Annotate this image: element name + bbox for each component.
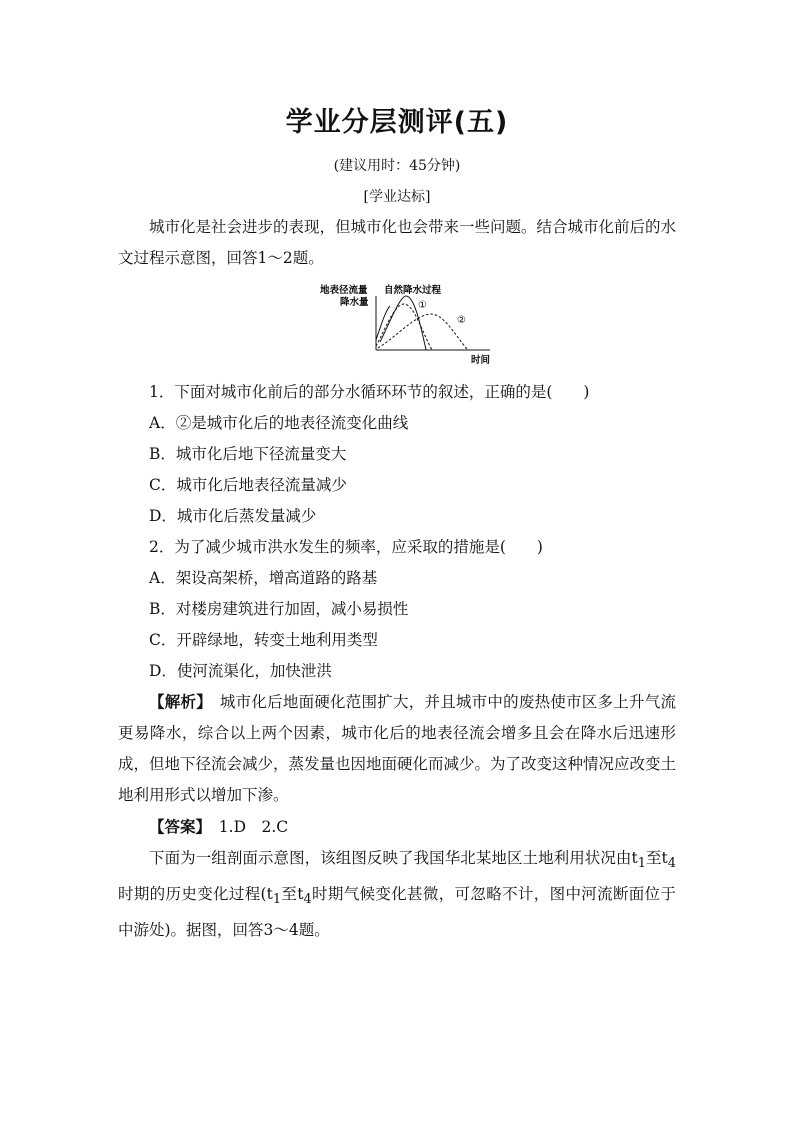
q1-option-a: A．②是城市化后的地表径流变化曲线 [149,414,409,432]
t-symbol: t [266,885,273,904]
section-label: [学业达标] [363,189,431,205]
next-intro-part4: 时期气候变化甚微，可忽略不计，图中河流断面位于中游处)。据图，回答3～4题。 [118,885,676,940]
precip-label: 自然降水过程 [384,285,442,296]
q1-stem: 1．下面对城市化前后的部分水循环环节的叙述，正确的是( ) [149,383,590,401]
x-label: 时间 [471,355,491,366]
analysis-paragraph [118,686,676,811]
time-hint: (建议用时：45分钟) [333,158,461,174]
q2-option-b: B．对楼房建筑进行加固，减小易损性 [149,600,409,618]
q1-option-d: D．城市化后蒸发量减少 [149,507,317,525]
answer-text: 1.D 2.C [218,818,289,836]
q2-option-c: C．开辟绿地，转变土地利用类型 [149,631,378,649]
t-symbol: t [631,849,638,867]
q2-stem: 2．为了减少城市洪水发生的频率，应采取的措施是( ) [149,538,543,556]
next-intro-part1: 下面为一组剖面示意图，该组图反映了我国华北某地区土地利用状况由 [149,849,632,867]
q2-option-a: A．架设高架桥，增高道路的路基 [149,569,378,587]
t4-subscript: 4 [303,892,312,908]
t-symbol: t [297,885,304,904]
q2-option-d: D．使河流渠化，加快泄洪 [149,662,332,680]
page-title: 学业分层测评(五) [285,107,509,138]
q1-option-c: C．城市化后地表径流量减少 [149,476,347,494]
t4-subscript: 4 [667,856,676,872]
t-symbol: t [661,849,668,867]
analysis-label: 【解析】 [149,692,205,711]
t1-subscript: 1 [272,892,282,908]
curve-1-label: ① [418,300,427,311]
intro-paragraph: 城市化是社会进步的表现，但城市化也会带来一些问题。结合城市化前后的水文过程示意图，回答1～2题。 [118,218,677,267]
curve-2-label: ② [457,315,466,326]
next-intro-part3: 时期的历史变化过程( [118,885,267,904]
answer-label: 【答案】 [149,817,204,836]
t1-subscript: 1 [637,856,646,872]
q1-option-b: B．城市化后地下径流量变大 [149,445,347,463]
y-label-precip: 降水量 [340,297,369,308]
y-label-runoff: 地表径流量 [320,285,368,296]
analysis-text: 城市化后地面硬化范围扩大，并且城市中的废热使市区多上升气流更易降水，综合以上两个因素，城市化后的地表径流会增多且会在降水后迅速形成，但地下径流会减少，蒸发量也因地面硬化而减少。为了改变这种情况应改变土地利用形式以增加下渗。 [118,693,677,804]
next-intro-paragraph [118,843,676,946]
hydrograph-figure [318,282,498,368]
answer-line [149,815,288,837]
next-intro-part2: 至 [281,885,298,904]
next-intro-part2: 至 [645,849,662,867]
